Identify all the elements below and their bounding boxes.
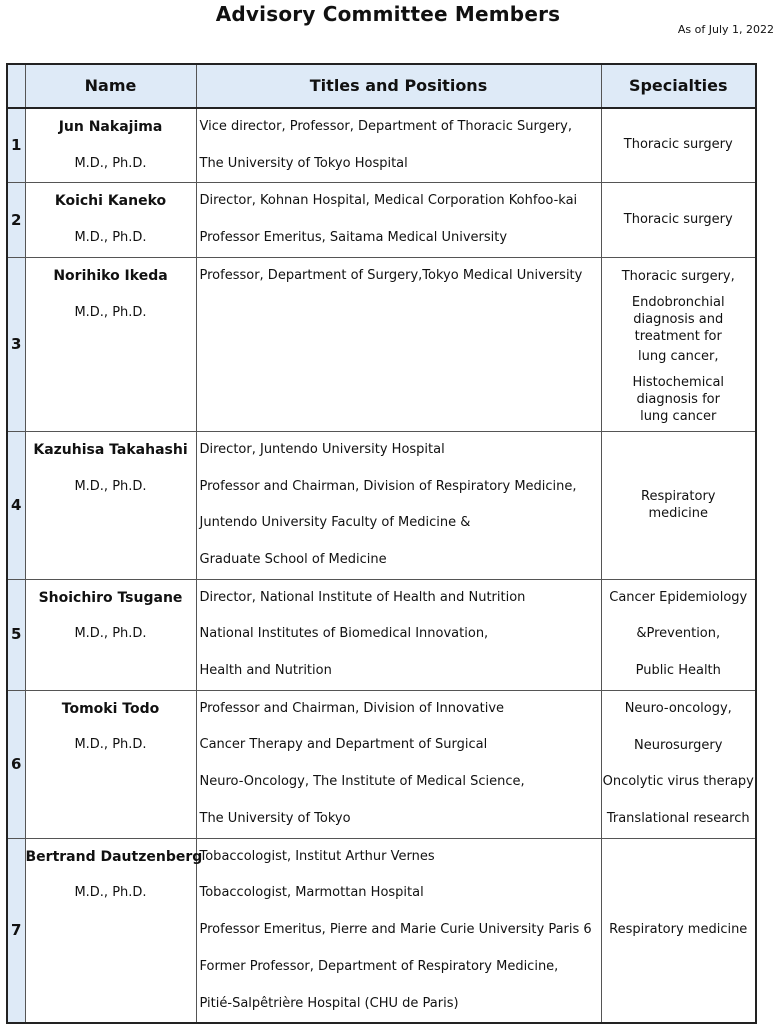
title-line: Tobaccologist, Institut Arthur Vernes xyxy=(199,848,435,864)
title-line: The University of Tokyo Hospital xyxy=(199,155,408,171)
row-number: 1 xyxy=(7,108,25,183)
specialty-line: Respiratory medicine xyxy=(609,922,748,938)
member-degree: M.D., Ph.D. xyxy=(74,230,147,246)
row-number: 3 xyxy=(7,257,25,431)
specialty-line: Cancer Epidemiology xyxy=(609,589,748,605)
row-number: 6 xyxy=(7,690,25,838)
specialty-line: Oncolytic virus therapy xyxy=(602,774,754,790)
header-name: Name xyxy=(25,64,196,108)
member-name-cell xyxy=(25,690,196,838)
title-line: Professor and Chairman, Division of Innovative xyxy=(199,700,505,716)
row-number: 7 xyxy=(7,838,25,1023)
member-name-cell xyxy=(25,838,203,1023)
specialty-line: Thoracic surgery xyxy=(623,137,733,153)
member-specialties-cell xyxy=(601,838,756,1023)
member-name: Bertrand Dautzenberg xyxy=(25,848,203,865)
member-titles-cell xyxy=(196,579,601,690)
title-line: Juntendo University Faculty of Medicine & xyxy=(199,515,471,531)
page-title: Advisory Committee Members xyxy=(215,2,561,26)
title-line: Graduate School of Medicine xyxy=(199,551,387,567)
member-degree: M.D., Ph.D. xyxy=(74,304,147,320)
member-degree: M.D., Ph.D. xyxy=(74,155,147,171)
member-specialties-cell xyxy=(601,183,756,257)
member-name: Koichi Kaneko xyxy=(54,193,167,210)
member-titles-cell xyxy=(196,431,601,579)
row-number: 4 xyxy=(7,431,25,579)
title-line: Director, Juntendo University Hospital xyxy=(199,441,445,457)
table-row xyxy=(7,690,756,838)
member-titles-cell xyxy=(196,257,601,431)
member-specialties-cell xyxy=(601,690,756,838)
member-degree: M.D., Ph.D. xyxy=(74,626,147,642)
specialty-line: diagnosis for xyxy=(636,391,720,407)
members-table xyxy=(6,63,757,1024)
title-line: Pitié-Salpêtrière Hospital (CHU de Paris) xyxy=(199,995,459,1011)
title-line: Professor, Department of Surgery,Tokyo Medical University xyxy=(199,267,583,283)
member-name-cell xyxy=(25,579,196,690)
member-specialties-cell xyxy=(601,431,756,579)
title-line: The University of Tokyo xyxy=(199,810,351,826)
table-row xyxy=(7,108,756,183)
specialty-line: Histochemical xyxy=(632,374,725,390)
header-titles: Titles and Positions xyxy=(196,64,601,108)
title-line: Director, National Institute of Health and Nutrition xyxy=(199,589,526,605)
specialty-line: treatment for xyxy=(634,328,722,344)
specialty-line: diagnosis and xyxy=(633,311,724,327)
member-name-cell xyxy=(25,108,196,183)
member-name: Jun Nakajima xyxy=(58,119,163,135)
title-line: Cancer Therapy and Department of Surgical xyxy=(199,737,488,753)
table-row xyxy=(7,838,756,1023)
title-line: Health and Nutrition xyxy=(199,663,332,679)
member-titles-cell xyxy=(196,108,601,183)
title-line: Professor and Chairman, Division of Respiratory Medicine, xyxy=(199,478,577,494)
specialty-line: Endobronchial xyxy=(631,294,725,310)
table-header-row xyxy=(7,64,756,108)
member-name: Tomoki Todo xyxy=(61,700,160,717)
as-of-date: As of July 1, 2022 xyxy=(677,23,774,36)
title-line: Vice director, Professor, Department of Thoracic Surgery, xyxy=(199,119,573,134)
specialty-line: lung cancer xyxy=(640,408,717,424)
title-line: Professor Emeritus, Saitama Medical University xyxy=(199,230,508,246)
member-name-cell xyxy=(25,257,196,431)
title-line: National Institutes of Biomedical Innovation, xyxy=(199,626,489,642)
header-number-cell xyxy=(7,64,25,108)
table-row xyxy=(7,431,756,579)
member-name-cell xyxy=(25,183,196,257)
specialty-line: Neurosurgery xyxy=(634,737,723,753)
specialty-line: &Prevention, xyxy=(636,626,721,642)
specialty-line: Translational research xyxy=(606,810,750,826)
specialty-line: Public Health xyxy=(635,663,721,679)
member-name: Kazuhisa Takahashi xyxy=(33,441,188,458)
specialty-line: Respiratory xyxy=(641,489,716,505)
member-specialties-cell xyxy=(601,579,756,690)
row-number: 2 xyxy=(7,183,25,257)
specialty-line: lung cancer, xyxy=(638,348,719,364)
title-line: Former Professor, Department of Respiratory Medicine, xyxy=(199,958,559,974)
member-specialties-cell xyxy=(601,108,756,183)
title-line: Director, Kohnan Hospital, Medical Corporation Kohfoo-kai xyxy=(199,193,578,209)
header-specialties: Specialties xyxy=(601,64,756,108)
member-titles-cell xyxy=(196,690,601,838)
member-titles-cell xyxy=(196,838,601,1023)
member-name-cell xyxy=(25,431,196,579)
member-degree: M.D., Ph.D. xyxy=(74,737,147,753)
specialty-line: medicine xyxy=(648,506,709,522)
member-name: Norihiko Ikeda xyxy=(53,267,168,284)
member-specialties-cell xyxy=(601,257,756,431)
title-line: Professor Emeritus, Pierre and Marie Curie University Paris 6 xyxy=(199,922,592,938)
specialty-line: Thoracic surgery, xyxy=(621,268,735,284)
row-number: 5 xyxy=(7,579,25,690)
specialty-line: Thoracic surgery xyxy=(623,211,733,227)
table-row xyxy=(7,183,756,257)
member-name: Shoichiro Tsugane xyxy=(38,589,183,606)
table-row xyxy=(7,257,756,431)
title-line: Neuro-Oncology, The Institute of Medical Science, xyxy=(199,774,525,790)
member-degree: M.D., Ph.D. xyxy=(74,885,147,901)
table-row xyxy=(7,579,756,690)
specialty-line: Neuro-oncology, xyxy=(624,700,732,716)
member-titles-cell xyxy=(196,183,601,257)
title-line: Tobaccologist, Marmottan Hospital xyxy=(199,885,424,901)
member-degree: M.D., Ph.D. xyxy=(74,478,147,494)
